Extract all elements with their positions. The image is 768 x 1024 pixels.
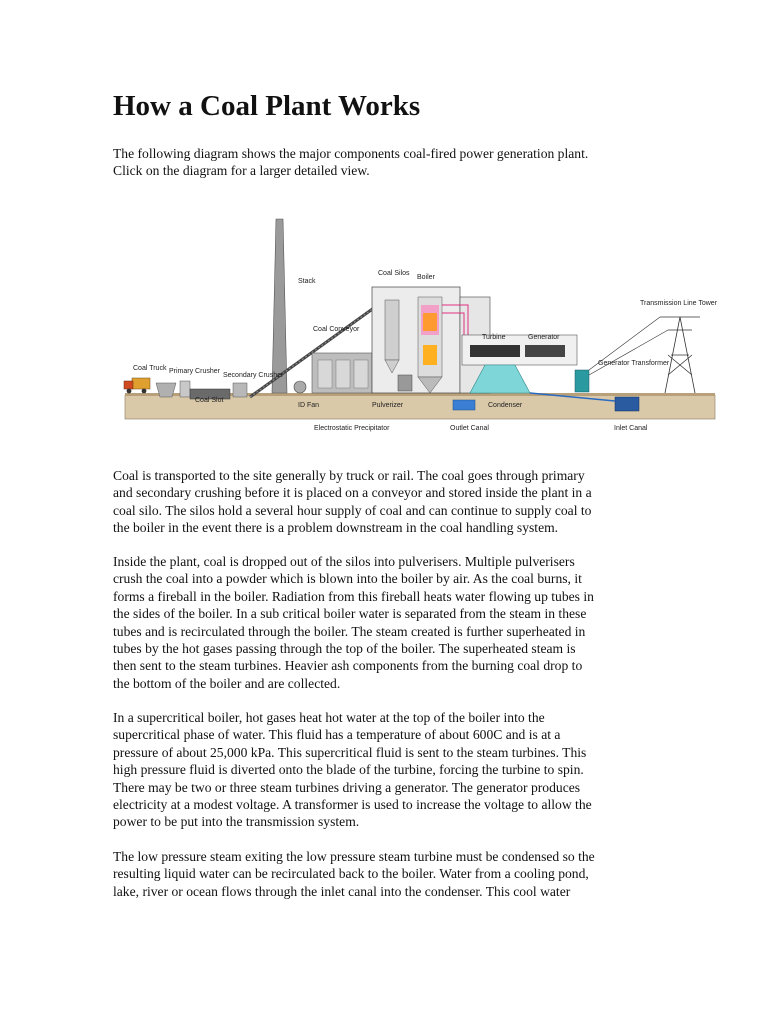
- label-coal-slot: Coal Slot: [195, 397, 224, 404]
- label-pulverizer: Pulverizer: [372, 402, 404, 409]
- text-line: tubes and is recirculated through the boiler. The steam created is further superheated in: [113, 623, 586, 639]
- text-line: then sent to the steam turbines. Heavier ash components from the burning coal drop to: [113, 658, 583, 674]
- secondary-crusher: [233, 383, 247, 397]
- text-line: tubes by the hot gases passing through the top of the boiler. The superheated steam is: [113, 641, 576, 657]
- text-line: the bottom of the boiler and are collected.: [113, 675, 341, 691]
- paragraph-4: [113, 848, 653, 900]
- inlet-canal: [615, 397, 639, 411]
- label-inlet-canal: Inlet Canal: [614, 425, 648, 432]
- text-line: lake, river or ocean flows through the inlet canal into the condenser. This cool water: [113, 883, 571, 899]
- generator-transformer: [575, 370, 589, 392]
- coal-plant-diagram[interactable]: [120, 205, 720, 450]
- label-transmission-tower: Transmission Line Tower: [640, 300, 718, 307]
- text-line: The following diagram shows the major components coal-fired power generation plant.: [113, 146, 589, 161]
- id-fan: [294, 381, 306, 393]
- paragraph-3: [113, 709, 653, 831]
- text-line: pressure of about 25,000 kPa. This supercritical fluid is sent to the steam turbines. This: [113, 744, 587, 760]
- label-electrostatic-precipitator: Electrostatic Precipitator: [314, 425, 390, 432]
- paragraph-1: [113, 467, 653, 537]
- label-coal-conveyor: Coal Conveyor: [313, 326, 360, 333]
- label-coal-silos: Coal Silos: [378, 270, 410, 277]
- text-line: supercritical phase of water. This fluid has a temperature of about 600C and is at a: [113, 727, 561, 743]
- generator: [525, 345, 565, 357]
- electrostatic-precipitator: [312, 353, 372, 393]
- text-line: electricity at a modest voltage. A transformer is used to increase the voltage to allow the: [113, 797, 592, 813]
- label-coal-truck: Coal Truck: [133, 365, 167, 372]
- text-line: the boiler in the event there is a problem downstream in the coal handling system.: [113, 520, 559, 536]
- turbine-hall: [462, 335, 577, 393]
- label-outlet-canal: Outlet Canal: [450, 425, 489, 432]
- coal-truck: [124, 378, 150, 393]
- stack-chimney: [272, 219, 287, 393]
- text-line: high pressure fluid is diverted onto the blade of the turbine, forcing the turbine to spin.: [113, 762, 584, 778]
- transmission-tower: [589, 317, 700, 393]
- label-generator: Generator: [528, 334, 560, 341]
- paragraph-2: [113, 553, 653, 692]
- text-line: In a supercritical boiler, hot gases heat hot water at the top of the boiler into the: [113, 710, 545, 725]
- pulverizer: [398, 375, 412, 391]
- label-stack: Stack: [298, 278, 316, 285]
- text-line: Coal is transported to the site generally by truck or rail. The coal goes through primary: [113, 468, 585, 483]
- text-line[interactable]: Click on the diagram for a larger detailed view.: [113, 163, 370, 179]
- text-line: The low pressure steam exiting the low pressure steam turbine must be condensed so the: [113, 849, 595, 864]
- coal-silo: [385, 300, 399, 360]
- label-id-fan: ID Fan: [298, 402, 320, 409]
- text-line: Inside the plant, coal is dropped out of the silos into pulverisers. Multiple pulverisers: [113, 554, 575, 569]
- text-line: and secondary crushing before it is placed on a conveyor and stored inside the plant in a: [113, 485, 592, 501]
- label-condenser: Condenser: [488, 402, 523, 409]
- label-boiler: Boiler: [417, 274, 435, 281]
- text-line: crush the coal into a powder which is blown into the boiler by air. As the coal burns, it: [113, 571, 582, 587]
- label-secondary-crusher: Secondary Crusher: [223, 372, 284, 379]
- text-line: forms a fireball in the boiler. Radiation from this fireball heats water flowing up tubes in: [113, 588, 594, 604]
- text-line: resulting liquid water can be recirculated back to the boiler. Water from a cooling pond,: [113, 866, 589, 882]
- intro-paragraph: [113, 145, 653, 180]
- label-turbine: Turbine: [482, 334, 506, 341]
- text-line: the sides of the boiler. In a sub critical boiler water is separated from the steam in these: [113, 606, 587, 622]
- page-title: How a Coal Plant Works: [113, 90, 421, 122]
- turbine: [470, 345, 520, 357]
- text-line: power to be put into the transmission system.: [113, 814, 360, 830]
- label-primary-crusher: Primary Crusher: [169, 368, 220, 375]
- label-generator-transformer: Generator Transformer: [598, 360, 670, 367]
- text-line: coal silo. The silos hold a several hour supply of coal and can continue to supply coal to: [113, 502, 592, 518]
- outlet-canal: [453, 400, 475, 410]
- text-line: There may be two or three steam turbines driving a generator. The generator produces: [113, 779, 581, 795]
